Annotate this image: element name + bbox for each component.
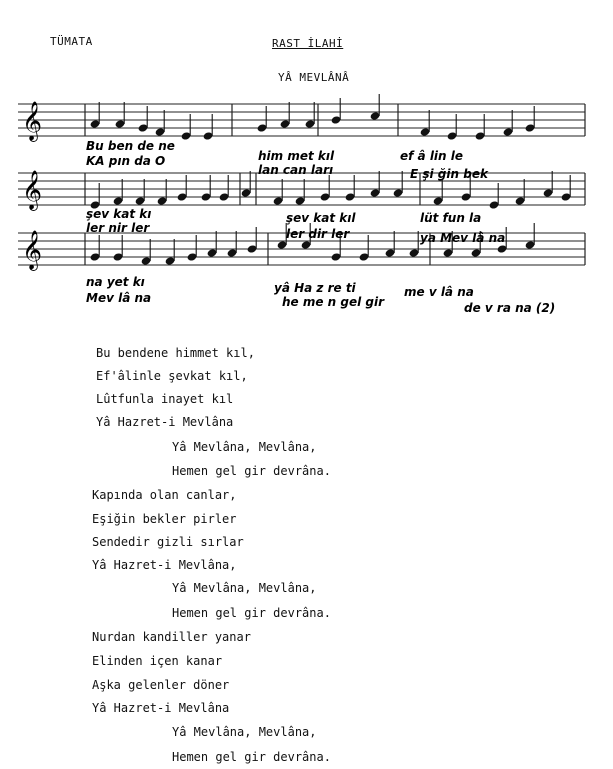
lyric-line-5: Kapında olan canlar, xyxy=(92,488,237,502)
underlay-text: Mev lâ na xyxy=(86,291,152,305)
underlay-text: ya Mev lâ na xyxy=(420,231,506,245)
treble-clef: 𝄞 xyxy=(22,170,43,210)
refrain-line-6: Hemen gel gir devrâna. xyxy=(172,750,331,764)
underlay-text: E şi ğin bek xyxy=(410,167,488,181)
underlay-text: Bu ben de ne xyxy=(86,139,175,153)
lyric-line-8: Yâ Hazret-i Mevlâna, xyxy=(92,558,237,572)
refrain-line-3: Yâ Mevlâna, Mevlâna, xyxy=(172,581,317,595)
form-label: RAST İLAHİ xyxy=(272,37,344,50)
underlay-text: he me n gel gir xyxy=(282,295,385,309)
underlay-text: lan can ları xyxy=(258,163,334,177)
lyric-line-7: Sendedir gizli sırlar xyxy=(92,535,244,549)
refrain-line-4: Hemen gel gir devrâna. xyxy=(172,606,331,620)
lyric-line-11: Aşka gelenler döner xyxy=(92,678,230,692)
underlay-text: ef â lin le xyxy=(400,149,464,163)
lyric-line-3: Lûtfunla inayet kıl xyxy=(96,392,234,406)
source-label: TÜMATA xyxy=(50,35,93,48)
lyric-line-12: Yâ Hazret-i Mevlâna xyxy=(92,701,230,715)
underlay-text: de v ra na (2) xyxy=(464,301,556,315)
underlay-text: KA pın da O xyxy=(86,154,166,168)
underlay-text: yâ Ha z re ti xyxy=(274,281,356,295)
lyric-line-9: Nurdan kandiller yanar xyxy=(92,630,251,644)
treble-clef: 𝄞 xyxy=(22,230,43,270)
underlay-text: na yet kı xyxy=(86,275,145,289)
music-score xyxy=(0,0,613,320)
lyric-line-10: Elinden içen kanar xyxy=(92,654,223,668)
underlay-text: him met kıl xyxy=(258,149,335,163)
piece-title: YÂ MEVLÂNÂ xyxy=(278,71,350,84)
underlay-text: ler nir ler xyxy=(86,221,150,235)
underlay-text: lüt fun la xyxy=(420,211,482,225)
lyric-line-6: Eşiğin bekler pirler xyxy=(92,512,237,526)
refrain-line-5: Yâ Mevlâna, Mevlâna, xyxy=(172,725,317,739)
refrain-line-2: Hemen gel gir devrâna. xyxy=(172,464,331,478)
underlay-text: şev kat kıl xyxy=(286,211,356,225)
lyric-line-1: Bu bendene himmet kıl, xyxy=(96,346,255,360)
lyric-line-2: Ef'âlinle şevkat kıl, xyxy=(96,369,248,383)
lyric-line-4: Yâ Hazret-i Mevlâna xyxy=(96,415,234,429)
underlay-text: ler dir ler xyxy=(286,227,350,241)
underlay-text: şev kat kı xyxy=(86,207,152,221)
underlay-text: me v lâ na xyxy=(404,285,474,299)
refrain-line-1: Yâ Mevlâna, Mevlâna, xyxy=(172,440,317,454)
treble-clef: 𝄞 xyxy=(22,101,43,141)
